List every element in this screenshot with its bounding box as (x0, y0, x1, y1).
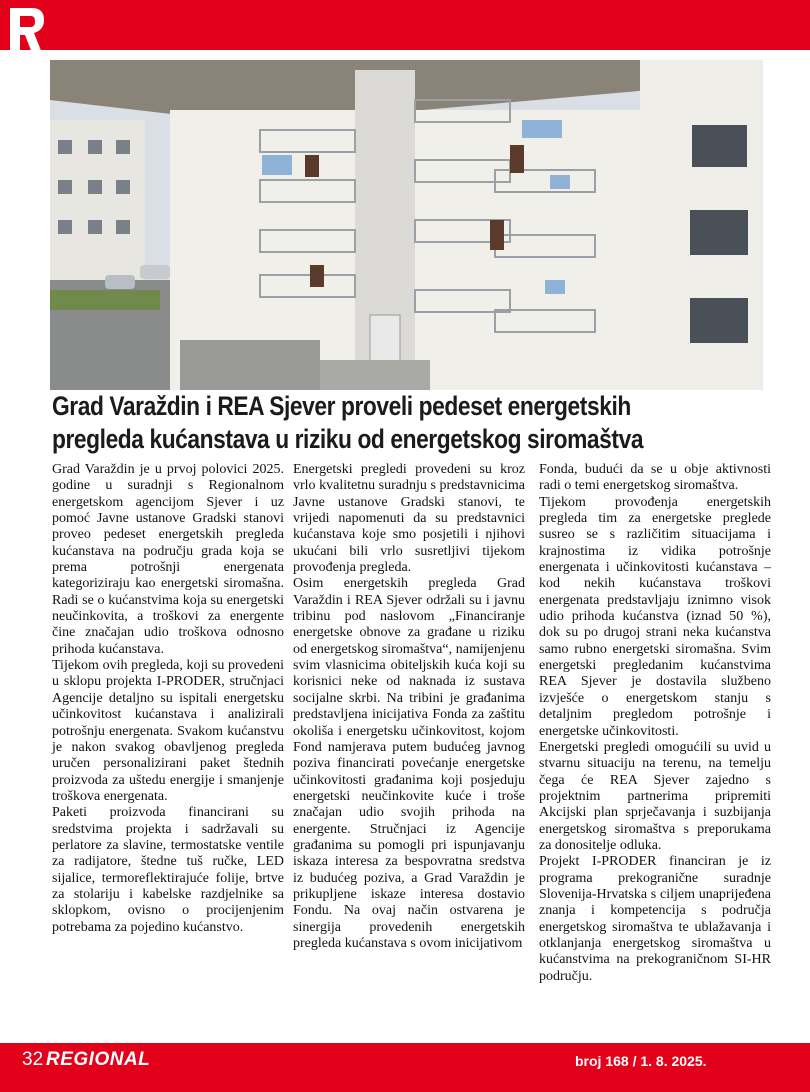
page-number: 32 (22, 1049, 44, 1070)
headline-line-1: Grad Varaždin i REA Sjever proveli pedeset energetskih (52, 391, 631, 421)
apartment-building-photo (50, 60, 763, 390)
article-column-2 (293, 462, 525, 952)
issue-date: broj 168 / 1. 8. 2025. (575, 1053, 707, 1069)
paragraph: Fonda, budući da se u obje aktivnosti radi o temi energetskog siromaštva. (539, 462, 771, 494)
paragraph: Paketi proizvoda financirani su sredstvima projekta i sadržavali su perlatore za slavine, termostatske ventile za radijatore, štedne tuš ručke, LED sijalice, termoreflektirajuće folije, brtve za stolariju i kabelske razdjelnike sa sklopkom, ovisno o procijenjenim potrebama za pojedino kućanstvo. (52, 805, 284, 935)
article-headline (52, 390, 664, 456)
paragraph: Energetski pregledi omogućili su uvid u stvarnu situaciju na terenu, na temelju čega će REA Sjever zajedno s projektnim partnerima pripremiti Akcijski plan sprječavanja i suzbijanja energetskog siromaštva s preporukama za donositelje odluka. (539, 739, 771, 853)
paragraph: Grad Varaždin je u prvoj polovici 2025. godine u suradnji s Regionalnom energetskom agencijom Sjever i uz pomoć Javne ustanove Gradski stanovi proveo pedeset energetskih pregleda kućanstava na području grada koja se prema potrošnji energenata kategoriziraju kao energetski siromašna. Radi se o kućanstvima koja su energetski neučinkovita, a troškovi za energente čine značajan udio troškova odnosno prihoda kućanstava. (52, 462, 284, 657)
top-banner (0, 0, 810, 50)
article-column-1 (52, 462, 284, 936)
paragraph: Energetski pregledi provedeni su kroz vrlo kvalitetnu suradnju s predstavnicima Javne ustanove Gradski stanovi, te vrijedi napomenuti da su predstavnici kućanstava koje smo posjetili i njihovi ukućani bili vrlo susretljivi tijekom provođenja pregleda. (293, 462, 525, 576)
regional-r-logo (6, 2, 48, 64)
regional-brand-logo: REGIONAL (46, 1049, 151, 1070)
paragraph: Osim energetskih pregleda Grad Varaždin i REA Sjever održali su i javnu tribinu pod naslovom „Financiranje energetske obnove za građane u riziku od energetskog siromaštva“, namijenjenu svim vlasnicima obiteljskih kuća koji su korisnici neke od naknada iz sustava socijalne skrbi. Na tribini je građanima predstavljena inicijativa Fonda za zaštitu okoliša i energetsku učinkovitost, kojom Fond namjerava putem budućeg javnog poziva financirati povećanje energetske učinkovitosti građanima koji posjeduju energetski neučinkovite kuće i troše značajan udio svojih prihoda na energente. Stručnjaci iz Agencije građanima su pomogli pri ispunjavanju iskaza interesa za bespovratna sredstva iz budućeg poziva, a Grad Varaždin je prikupljene iskaze interesa dostavio Fondu. Na ovaj način ostvarena je sinergija provedenih energetskih pregleda kućanstava s ovom inicijativom (293, 576, 525, 951)
paragraph: Tijekom provođenja energetskih pregleda tim za energetske preglede susreo se s različitim situacijama i krajnostima iz vidika potrošnje energenata i učinkovitosti kućanstava – kod nekih kućanstava troškovi energenata predstavljaju iznimno visok udio prihoda kućanstva (iznad 50 %), dok su po drugoj strani neka kućanstva samo rubno energetski siromašna. Svim energetski pregledanim kućanstvima REA Sjever je dostavila službeno izvješće o energetskom stanju s detaljnim pregledom potrošnje i energetske učinkovitosti. (539, 494, 771, 739)
headline-line-2: pregleda kućanstava u riziku od energetskog siromaštva (52, 424, 644, 454)
paragraph: Projekt I-PRODER financiran je iz programa prekogranične suradnje Slovenija-Hrvatska s ciljem unaprijeđena znanja i kompetencija s područja energetskog siromaštva te ublažavanja i otklanjanja energetskog siromaštva u kućanstvima na prekograničnom SI-HR području. (539, 854, 771, 984)
paragraph: Tijekom ovih pregleda, koji su provedeni u sklopu projekta I-PRODER, stručnjaci Agencije detaljno su ispitali energetsku učinkovitost kućanstava i analizirali potrošnju energenata. Svakom kućanstvu je nakon svakog obavljenog pregleda uručen personalizirani paket štednih proizvoda za uštedu energije i smanjenje troškova energenata. (52, 658, 284, 804)
article-column-3 (539, 462, 771, 985)
